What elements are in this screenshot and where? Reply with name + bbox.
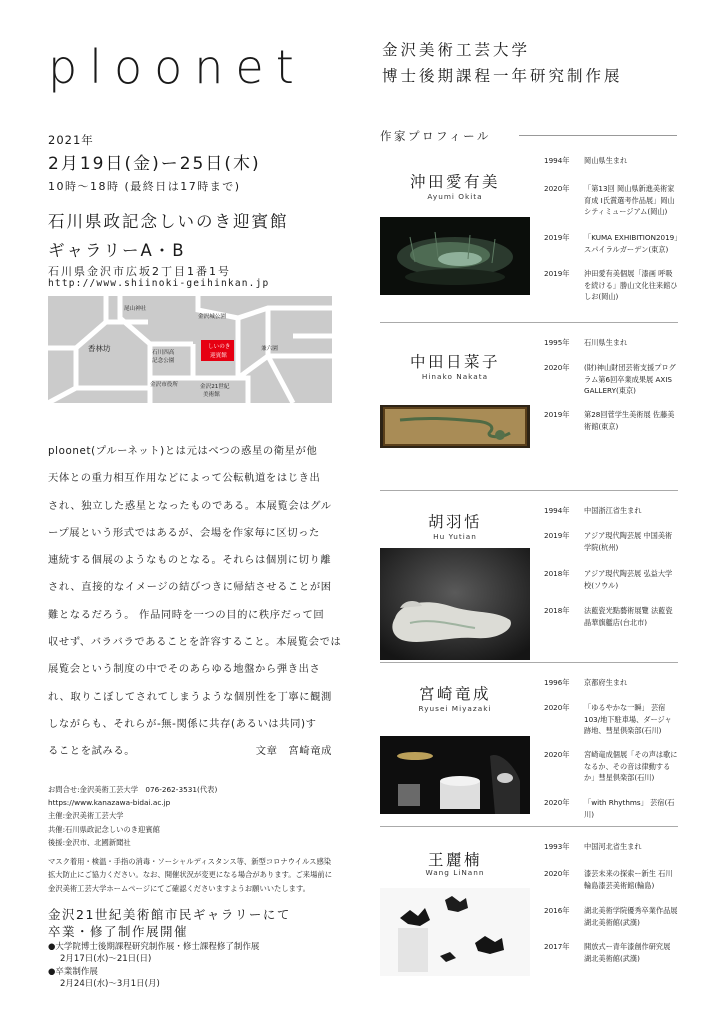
venue-name: 石川県政記念しいのき迎賓館 (48, 212, 289, 231)
artist-roman: Hinako Nakata (421, 372, 489, 381)
opening-hours: 10時〜18時 (最終日は17時まで) (48, 180, 241, 193)
history-text: アジア現代陶芸展 弘益大学校(ソウル) (584, 569, 673, 590)
history-year: 2018年 (544, 569, 570, 578)
history-year: 2020年 (544, 363, 570, 372)
map-label-castle-park: 金沢城公園 (198, 314, 226, 320)
artwork-image-hu (380, 548, 530, 660)
artist-name: 中田日菜子 (409, 353, 500, 371)
history-year: 1994年 (544, 506, 570, 515)
map-label-museum2: 美術館 (203, 392, 220, 398)
artist-history (544, 677, 678, 817)
profile-heading: 作家プロフィール (380, 129, 491, 143)
artist-roman: Hu Yutian (433, 532, 477, 541)
artist-name: 胡羽恬 (427, 513, 482, 531)
artist-miyazaki (380, 672, 678, 822)
sub-exhibition-date: 2月24日(水)〜3月1日(月) (60, 979, 160, 989)
map-label-venue2: 迎賓館 (210, 353, 227, 359)
history-text: 沖田愛有美個展「漆画 呼吸を続ける」勝山文化往来館ひしお(岡山) (584, 269, 678, 301)
sub-exhibition-title2: 卒業・修了制作展開催 (48, 924, 189, 939)
map-label-shiko: 石川四高 (152, 350, 175, 356)
history-year: 2020年 (544, 798, 570, 807)
statement-line: 天体との重力相互作用などによって公転軌道をはじき出 (48, 472, 321, 485)
artist-history (544, 155, 678, 315)
history-year: 2020年 (544, 869, 570, 878)
artist-name: 王麗楠 (427, 851, 482, 869)
contact-phone: お問合せ:金沢美術工芸大学 076-262-3531(代表) (48, 785, 218, 794)
map-label-shiko2: 記念公園 (152, 358, 175, 364)
artwork-image-okita (380, 217, 530, 295)
history-year: 2019年 (544, 410, 570, 419)
contact-url[interactable]: https://www.kanazawa-bidai.ac.jp (48, 798, 171, 808)
artist-name: 宮崎竜成 (418, 685, 491, 703)
exhibition-title-line1: 金沢美術工芸大学 (382, 41, 531, 59)
statement-line: 難となるだろう。 作品同時を一つの目的に秩序だって回 (48, 608, 325, 621)
history-year: 2019年 (544, 531, 570, 540)
history-text: 岡山県生まれ (584, 156, 628, 165)
statement-line: され、独立した惑星となったものである。本展覧会はグル (48, 499, 332, 512)
history-text: 中国浙江省生まれ (584, 506, 642, 515)
history-year: 1993年 (544, 842, 570, 851)
contact-support: 後援:金沢市、北國新聞社 (48, 837, 131, 847)
map-label-museum1: 金沢21世紀 (200, 384, 230, 390)
artist-divider (380, 826, 678, 827)
history-text: 宮崎竜成個展「その声は歌になるか、その音は律動するか」彗星倶楽部(石川) (584, 750, 678, 782)
history-text: 京都府生まれ (584, 678, 628, 687)
contact-co-organizer: 共催:石川県政記念しいのき迎賓館 (48, 824, 160, 834)
artist-divider (380, 322, 678, 323)
artist-divider (380, 490, 678, 491)
artist-name: 沖田愛有美 (409, 173, 500, 191)
history-text: 「第13回 岡山県新進美術家育成 I氏賞選考作品展」岡山シティミュージアム(岡山) (584, 184, 675, 216)
statement-author: 文章 宮崎竜成 (255, 745, 332, 758)
venue-map (48, 296, 332, 403)
artist-divider (380, 662, 678, 663)
history-text: 「KUMA EXHIBITION2019」スパイラルガーデン(東京) (584, 233, 678, 254)
map-label-kenrokuen: 兼六園 (261, 346, 278, 352)
statement-line: ることを試みる。 (48, 745, 136, 758)
statement-line: れ、取りこぼしてされてしまうような個別性を丁寧に観測 (48, 690, 332, 703)
artwork-image-nakata (380, 405, 530, 448)
history-year: 1994年 (544, 156, 570, 165)
covid-notice: マスク着用・検温・手指の消毒・ソーシャルディスタンス等、新型コロナウイルス感染拡大防止にご協力ください。なお、開催状況が変更になる場合があります。ご来場前に金沢美術工芸大学ホームページにてご確認くださいますようお願いいたします。 (48, 857, 332, 893)
history-year: 1996年 (544, 678, 570, 687)
history-year: 2020年 (544, 703, 570, 712)
venue-gallery: ギャラリーA・B (48, 241, 186, 260)
artist-roman: Wang LiNann (425, 868, 485, 877)
contact-organizer: 主催:金沢美術工芸大学 (48, 811, 124, 821)
exhibition-title-line2: 博士後期課程一年研究制作展 (382, 67, 623, 85)
artwork-image-wang (380, 888, 530, 976)
history-text: (財)神山財団芸術支援プログラム第6回卒業成果展 AXIS GALLERY(東京) (584, 363, 676, 395)
artist-roman: Ayumi Okita (427, 192, 483, 201)
history-text: 漆芸未来の探索ー新生 石川輪島漆芸美術館(輪島) (584, 869, 673, 890)
history-year: 2020年 (544, 184, 570, 193)
history-text: 石川県生まれ (584, 338, 628, 347)
map-label-city-office: 金沢市役所 (150, 382, 178, 388)
venue-url[interactable]: http://www.shiinoki-geihinkan.jp (48, 278, 270, 289)
map-label-venue1: しいのき (208, 344, 231, 350)
artist-okita (380, 150, 678, 320)
date-range: 2月19日(金)ー25日(木) (48, 154, 261, 174)
statement-line: 連続する個展のようなものとなる。それらは個別に切り離 (48, 554, 332, 567)
history-year: 1995年 (544, 338, 570, 347)
artist-hu (380, 500, 678, 665)
statement-line: され、直接的なイメージの結びつきに帰結させることが困 (48, 581, 332, 594)
statement-line: ープ展という形式ではあるが、会場を作家毎に区切った (48, 526, 320, 539)
sub-exhibition-item: ●卒業制作展 (48, 967, 98, 977)
history-year: 2020年 (544, 750, 570, 759)
history-text: 第28回菅学生美術展 佐藤美術館(東京) (584, 410, 675, 431)
sub-exhibition-date: 2月17日(水)〜21日(日) (60, 954, 152, 964)
history-text: アジア現代陶芸展 中国美術学院(杭州) (584, 531, 673, 552)
history-year: 2019年 (544, 269, 570, 278)
history-text: 開放式ー青年漆創作研究展 湖北美術館(武漢) (584, 942, 671, 963)
history-year: 2017年 (544, 942, 570, 951)
history-text: 「ゆるやかな一瞬」 芸宿103/地下駐車場、ダージャ跡地、彗星倶楽部(石川) (584, 703, 672, 735)
artist-history (544, 841, 678, 986)
history-text: 法藍瓷光點藝術展覽 法藍瓷晶華旗艦店(台北市) (584, 606, 673, 627)
statement-line: しながらも、それらが-無-関係に共存(あるいは共同)す (48, 717, 317, 730)
sub-exhibition-item: ●大学院博士後期課程研究制作展・修士課程修了制作展 (48, 942, 260, 952)
map-label-oyama: 尾山神社 (124, 306, 147, 312)
history-year: 2019年 (544, 233, 570, 242)
history-year: 2016年 (544, 906, 570, 915)
artist-roman: Ryusei Miyazaki (418, 704, 492, 713)
statement-line: 収せず、バラバラであることを許容すること。本展覧会では (48, 636, 342, 649)
artist-history (544, 505, 678, 660)
artwork-image-miyazaki (380, 736, 530, 814)
venue-address: 石川県金沢市広坂2丁目1番1号 (48, 265, 231, 278)
contact-block (48, 783, 217, 849)
history-year: 2018年 (544, 606, 570, 615)
history-text: 「with Rhythms」 芸宿(石川) (584, 798, 675, 819)
logo: ploonet (48, 40, 306, 94)
statement-line: ploonet(プルーネット)とは元はべつの惑星の衛星が他 (48, 445, 318, 457)
artist-history (544, 337, 678, 477)
history-text: 中国河北省生まれ (584, 842, 642, 851)
sub-exhibition-title1: 金沢21世紀美術館市民ギャラリーにて (48, 907, 291, 922)
artist-wang (380, 836, 678, 986)
date-year: 2021年 (48, 133, 94, 147)
map-label-korinbo: 香林坊 (88, 344, 111, 353)
statement-last-line (48, 738, 332, 765)
history-text: 湖北美術学院優秀卒業作品展 湖北美術館(武漢) (584, 906, 678, 927)
profile-heading-rule (519, 135, 677, 136)
artist-nakata (380, 332, 678, 482)
statement (48, 438, 342, 766)
statement-line: 展覧会という制度の中でそのあらゆる地盤から弾き出さ (48, 663, 321, 676)
